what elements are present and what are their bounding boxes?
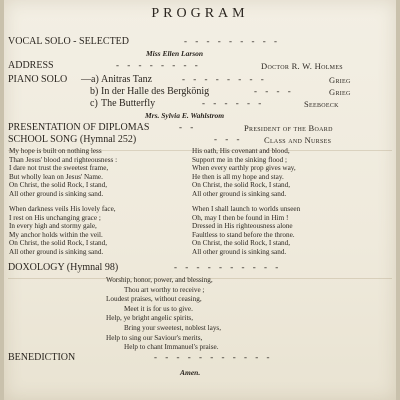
doxology-label: DOXOLOGY (Hymnal 98) (8, 262, 119, 273)
amen-text: Amen. (180, 368, 201, 377)
piano-b-title: In der Halle des Bergkönig (101, 86, 210, 97)
vocal-solo-label: VOCAL SOLO - SELECTED (8, 36, 130, 47)
school-song-performers: Class and Nurses (264, 135, 332, 145)
address-leader: - - - - - - - - (116, 60, 201, 70)
benediction-label: BENEDICTION (8, 352, 76, 363)
piano-c-leader: - - - - - - (202, 98, 265, 108)
address-speaker: Doctor R. W. Holmes (261, 61, 343, 71)
doxology-leader: - - - - - - - - - - (174, 262, 282, 272)
benediction-leader: - - - - - - - - - - - (154, 352, 273, 362)
diplomas-presenter: President of the Board (244, 123, 333, 133)
vocal-solo-performer: Miss Ellen Larson (146, 49, 204, 58)
hymn-252-verse-3: When darkness veils His lovely face, I rest on His unchanging grace ; In every high and stormy gale, My anchor holds within the veil. On Christ, the solid Rock, I stand, All other ground is sinking sand. (9, 205, 116, 256)
school-song-label: SCHOOL SONG (Hymnal 252) (8, 134, 137, 145)
diplomas-label: PRESENTATION OF DIPLOMAS (8, 122, 150, 133)
piano-c-title: The Butterfly (101, 98, 156, 109)
piano-a-title: Anitras Tanz (101, 74, 153, 85)
piano-solo-label: PIANO SOLO (8, 74, 68, 85)
piano-c-composer: Seeboeck (304, 99, 339, 109)
piano-solo-performer: Mrs. Sylvia E. Wahlstrom (145, 111, 225, 120)
page-title: PROGRAM (151, 6, 249, 21)
piano-a-leader: - - - - - - - - (182, 74, 267, 84)
address-label: ADDRESS (8, 60, 54, 71)
piano-b-prefix: b) (90, 86, 99, 97)
program-sheet (4, 0, 396, 400)
piano-a-composer: Grieg (329, 75, 351, 85)
hymn-252-verse-4: When I shall launch to worlds unseen Oh, may I then be found in Him ! Dressed in His righteousness alone Faultless to stand before the throne. On Christ, the solid Rock, I stand, All other ground is sinking sand. (192, 205, 301, 256)
piano-c-prefix: c) (90, 98, 98, 109)
school-song-leader: - - - (214, 134, 243, 144)
hymn-252-verse-1: My hope is built on nothing less Than Jesus' blood and righteousness : I dare not trust the sweetest frame, But wholly lean on Jesus' Name. On Christ, the solid Rock, I stand, All other ground is sinking sand. (9, 147, 118, 198)
hymn-98-text: Worship, honor, power, and blessing, Thou art worthy to receive ; Loudest praises, without ceasing, Meet it is for us to give. Help, ye bright angelic spirits, Bring your sweetest, noblest lays, Help to sing our Saviour's merits, Help to chant Immanuel's praise. (106, 276, 222, 352)
piano-a-prefix: —a) (81, 74, 99, 85)
hymn-252-verse-2: His oath, His covenant and blood, Support me in the sinking flood ; When every earthly prop gives way, He then is all my hope and stay. On Christ, the solid Rock, I stand, All other ground is sinking sand. (192, 147, 296, 198)
diplomas-leader: - - (179, 122, 197, 132)
vocal-solo-leader: - - - - - - - - - (184, 36, 280, 46)
piano-b-leader: - - - - (254, 86, 294, 96)
piano-b-composer: Grieg (329, 87, 351, 97)
